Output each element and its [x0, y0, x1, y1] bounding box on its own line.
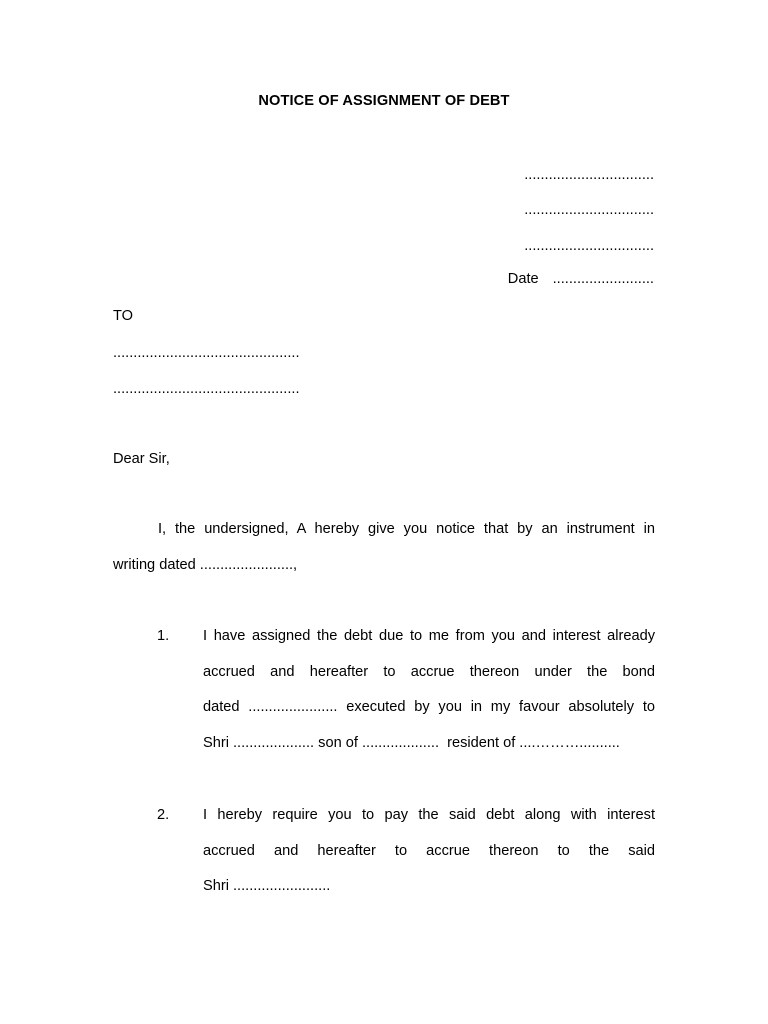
item-body [203, 798, 655, 905]
item-number: 2. [157, 807, 170, 823]
item-body [203, 619, 655, 761]
sender-address-line-1: ................................ [524, 167, 654, 183]
date-line [508, 271, 654, 287]
document-title: NOTICE OF ASSIGNMENT OF DEBT [258, 93, 510, 109]
to-label: TO [113, 308, 134, 324]
sender-address-line-2: ................................ [524, 202, 654, 218]
item-line: Shri ........................ [203, 878, 331, 894]
item-number: 1. [157, 628, 170, 644]
salutation: Dear Sir, [113, 451, 170, 467]
recipient-line-1: .............................................. [113, 345, 300, 361]
item-line: dated ...................... executed by you in my favour absolutely to [203, 699, 655, 715]
item-line: accrued and hereafter to accrue thereon under the bond [203, 663, 655, 680]
item-line: accrued and hereafter to accrue thereon to the said [203, 842, 655, 859]
intro-line-2: writing dated ......................., [113, 556, 298, 573]
date-value: ......................... [552, 271, 654, 287]
sender-address-line-3: ................................ [524, 238, 654, 254]
recipient-line-2: .............................................. [113, 381, 300, 397]
item-line: I have assigned the debt due to me from you and interest already [203, 628, 655, 644]
item-line: I hereby require you to pay the said debt along with interest [203, 807, 655, 823]
intro-paragraph [113, 512, 655, 583]
item-line: Shri .................... son of ................... resident of ....……….......... [203, 734, 620, 751]
intro-line-1: I, the undersigned, A hereby give you notice that by an instrument in [158, 521, 655, 537]
date-label: Date [507, 271, 539, 287]
